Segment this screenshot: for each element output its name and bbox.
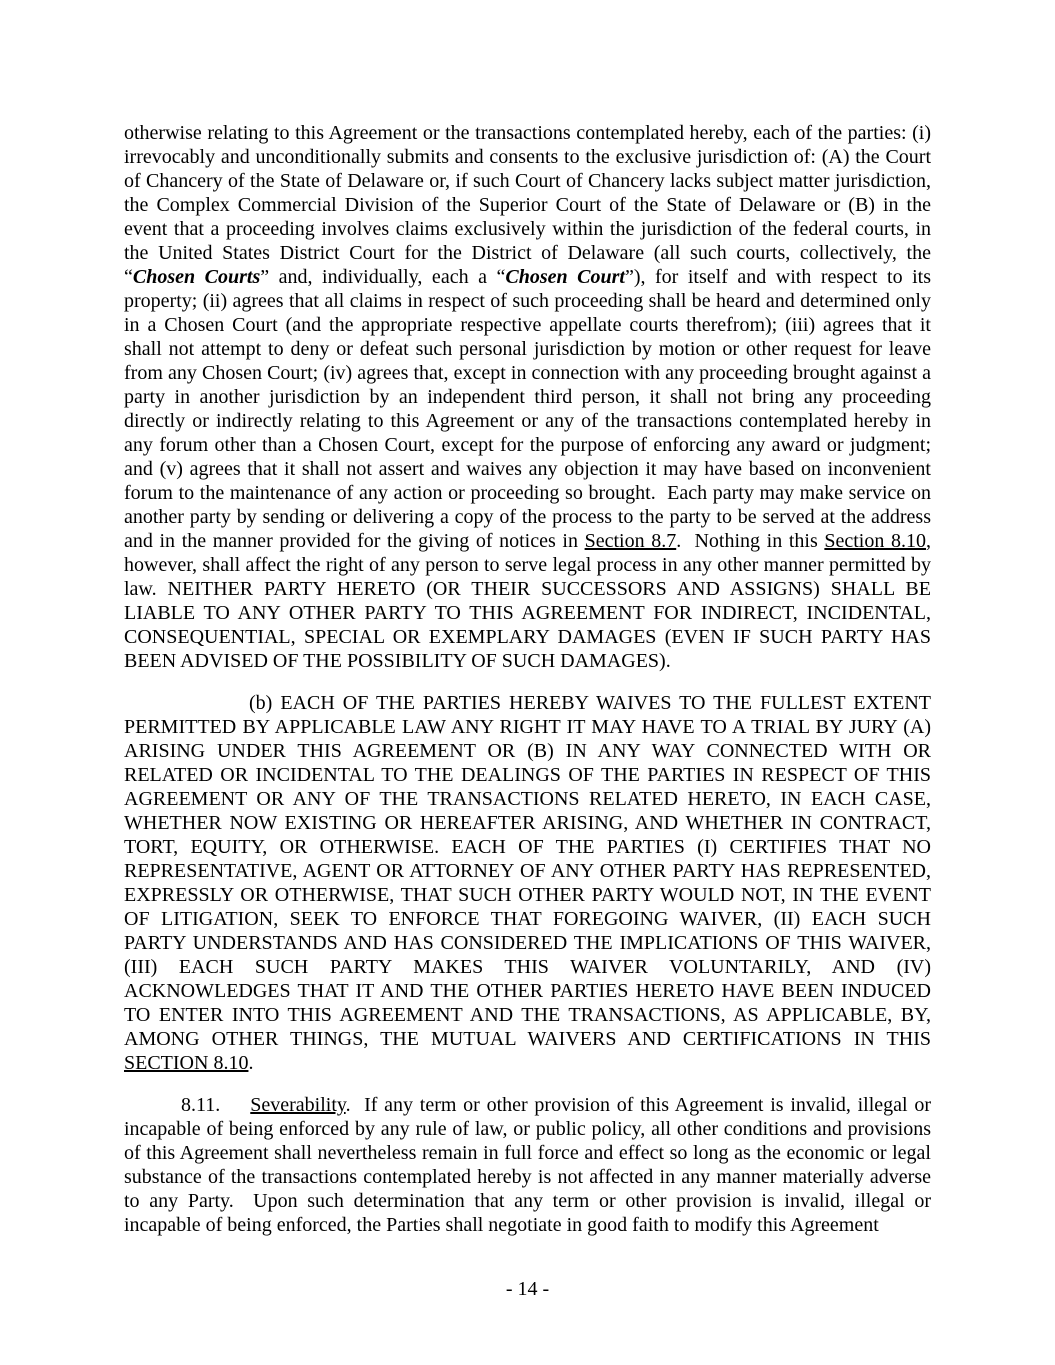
text-run: , however, shall affect the right of any person to serve legal process in any other manner permitted by law. NEITHER PARTY HERETO (OR THEIR SUCCESSORS AND ASSIGNS) SHALL BE LIABLE TO ANY OTHER PARTY TO THIS AGREEMENT FOR INDIRECT, INCIDENTAL, CONSEQUENTIAL, SPECIAL OR EXEMPLARY DAMAGES (EVEN IF SUCH PARTY HAS BEEN ADVISED OF THE POSSIBILITY OF SUCH DAMAGES). (124, 530, 931, 672)
text-run: ”), for itself and with respect to its property; (ii) agrees that all claims in respect of such proceeding shall be heard and determined only in a Chosen Court (and the appropriate respective appellate courts therefrom); (iii) agrees that it shall not attempt to deny or defeat such personal jurisdiction by motion or other request for leave from any Chosen Court; (iv) agrees that, except in connection with any proceeding brought against a party in another jurisdiction by an independent third person, it shall not bring any proceeding directly or indirectly relating to this Agreement or any of the transactions contemplated hereby in any forum other than a Chosen Court, except for the purpose of enforcing any award or judgment; and (v) agrees that it shall not assert and waives any objection it may have based on inconvenient forum to the maintenance of any action or proceeding so brought. Each party may make service on another party by sending or delivering a copy of the process to the party to be served at the address and in the manner provided for the giving of notices in (124, 266, 931, 552)
text-run: 8.11. (181, 1094, 221, 1116)
text-run: . (248, 1052, 254, 1074)
text-run: (b) EACH OF THE PARTIES HEREBY WAIVES TO THE FULLEST EXTENT PERMITTED BY APPLICABLE LAW ANY RIGHT IT MAY HAVE TO A TRIAL BY JURY (A) ARISING UNDER THIS AGREEMENT OR (B) IN ANY WAY CONNECTED WITH OR RELATED OR INCIDENTAL TO THE DEALINGS OF THE PARTIES IN RESPECT OF THIS AGREEMENT OR ANY OF THE TRANSACTIONS RELATED HERETO, IN EACH CASE, WHETHER NOW EXISTING OR HEREAFTER ARISING, AND WHETHER IN CONTRACT, TORT, EQUITY, OR OTHERWISE. EACH OF THE PARTIES (I) CERTIFIES THAT NO REPRESENTATIVE, AGENT OR ATTORNEY OF ANY OTHER PARTY HAS REPRESENTED, EXPRESSLY OR OTHERWISE, THAT SUCH OTHER PARTY WOULD NOT, IN THE EVENT OF LITIGATION, SEEK TO ENFORCE THAT FOREGOING WAIVER, (II) EACH SUCH PARTY UNDERSTANDS AND HAS CONSIDERED THE IMPLICATIONS OF THIS WAIVER, (III) EACH SUCH PARTY MAKES THIS WAIVER VOLUNTARILY, AND (IV) ACKNOWLEDGES THAT IT AND THE OTHER PARTIES HERETO HAVE BEEN INDUCED TO ENTER INTO THIS AGREEMENT AND THE TRANSACTIONS, AS APPLICABLE, BY, AMONG OTHER THINGS, THE MUTUAL WAIVERS AND CERTIFICATIONS IN THIS (124, 692, 931, 1050)
text-run: SECTION 8.10 (124, 1052, 249, 1074)
page-number: - 14 - (505, 1278, 550, 1300)
paragraph-jury-trial-waiver (124, 691, 931, 1075)
text-run: Chosen Courts (132, 266, 261, 288)
paragraph-severability (124, 1093, 931, 1237)
paragraph-jurisdiction-continuation (124, 121, 931, 673)
text-run: . Nothing in this (676, 530, 825, 552)
text-run: Chosen Court (505, 266, 625, 288)
text-run: ” and, individually, each a “ (260, 266, 506, 288)
text-run: otherwise relating to this Agreement or the transactions contemplated hereby, each of the parties: (i) irrevocably and unconditionally submits and consents to the exclusive jurisdiction of: (A) the Court of Chancery of the State of Delaware or, if such Court of Chancery lacks subject matter jurisdiction, the Complex Commercial Division of the Superior Court of the State of Delaware or (B) in the event that a proceeding involves claims exclusively within the jurisdiction of the federal courts, in the United States District Court for the District of Delaware (all such courts, collectively, the “ (124, 122, 931, 288)
document-body (124, 121, 931, 1237)
text-run: Section 8.7 (584, 530, 677, 552)
text-run: Severability (250, 1094, 346, 1116)
text-run: Section 8.10 (824, 530, 926, 552)
text-run: . If any term or other provision of this Agreement is invalid, illegal or incapable of being enforced by any rule of law, or public policy, all other conditions and provisions of this Agreement shall nevertheless remain in full force and effect so long as the economic or legal substance of the transactions contemplated hereby is not affected in any manner materially adverse to any Party. Upon such determination that any term or other provision is invalid, illegal or incapable of being enforced, the Parties shall negotiate in good faith to modify this Agreement (124, 1094, 931, 1236)
